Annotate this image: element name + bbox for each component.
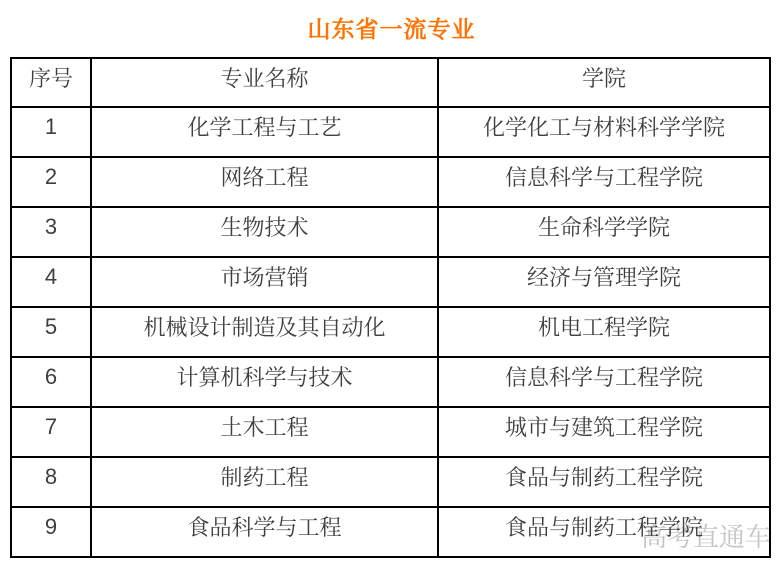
- cell-major: 制药工程: [91, 457, 438, 507]
- column-header-major: 专业名称: [91, 58, 438, 107]
- cell-college: 化学化工与材料科学学院: [438, 107, 770, 157]
- table-body: [11, 107, 770, 557]
- column-header-no: 序号: [11, 58, 91, 107]
- cell-no: 3: [11, 207, 91, 257]
- table-row: [11, 207, 770, 257]
- table-row: [11, 257, 770, 307]
- cell-college: 机电工程学院: [438, 307, 770, 357]
- cell-no: 5: [11, 307, 91, 357]
- cell-major: 食品科学与工程: [91, 507, 438, 557]
- cell-no: 2: [11, 157, 91, 207]
- cell-major: 化学工程与工艺: [91, 107, 438, 157]
- cell-no: 7: [11, 407, 91, 457]
- table-row: [11, 507, 770, 557]
- cell-major: 网络工程: [91, 157, 438, 207]
- table-row: [11, 357, 770, 407]
- cell-major: 市场营销: [91, 257, 438, 307]
- table-row: [11, 157, 770, 207]
- cell-college: 信息科学与工程学院: [438, 357, 770, 407]
- cell-no: 4: [11, 257, 91, 307]
- column-header-college: 学院: [438, 58, 770, 107]
- watermark: 高考直通车: [641, 522, 772, 552]
- cell-major: 机械设计制造及其自动化: [91, 307, 438, 357]
- cell-no: 8: [11, 457, 91, 507]
- majors-table: [10, 57, 771, 558]
- cell-major: 生物技术: [91, 207, 438, 257]
- cell-college: 城市与建筑工程学院: [438, 407, 770, 457]
- cell-college: 食品与制药工程学院: [438, 507, 770, 557]
- table-row: [11, 107, 770, 157]
- table-row: [11, 457, 770, 507]
- table-header-row: [11, 58, 770, 107]
- cell-no: 1: [11, 107, 91, 157]
- cell-college: 食品与制药工程学院: [438, 457, 770, 507]
- cell-college: 经济与管理学院: [438, 257, 770, 307]
- cell-major: 土木工程: [91, 407, 438, 457]
- cell-no: 9: [11, 507, 91, 557]
- table-row: [11, 307, 770, 357]
- cell-major: 计算机科学与技术: [91, 357, 438, 407]
- page-title: 山东省一流专业: [307, 16, 476, 42]
- cell-college: 生命科学学院: [438, 207, 770, 257]
- cell-no: 6: [11, 357, 91, 407]
- table-row: [11, 407, 770, 457]
- cell-college: 信息科学与工程学院: [438, 157, 770, 207]
